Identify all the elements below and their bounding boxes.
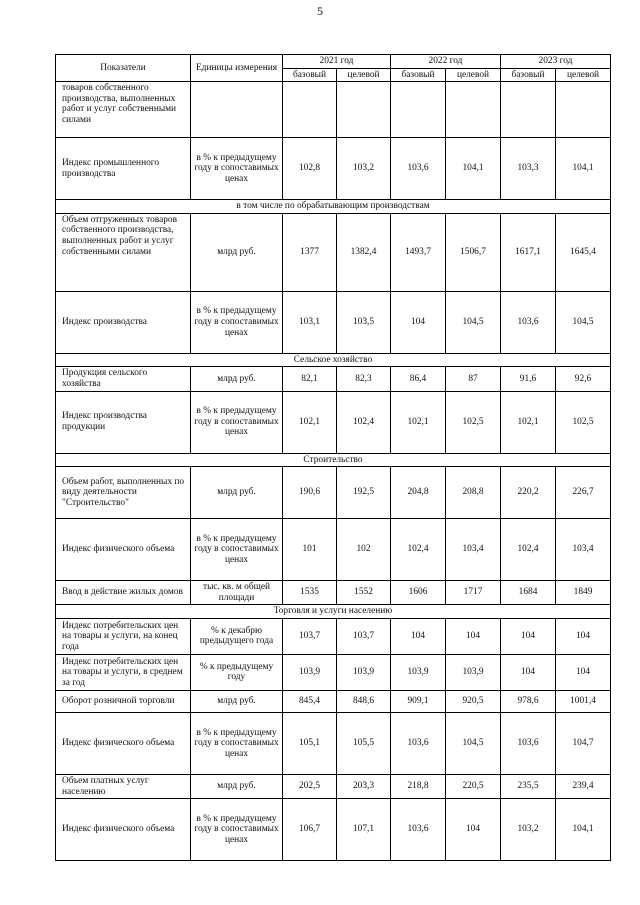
value-cell: 103,9 xyxy=(337,654,391,690)
table-row xyxy=(56,138,611,200)
section-title: Строительство xyxy=(56,453,611,467)
value-cell: 1535 xyxy=(283,581,337,605)
value-cell: 103,7 xyxy=(283,618,337,654)
indicator-cell: Ввод в действие жилых домов xyxy=(56,581,191,605)
indicator-cell: Объем платных услуг населению xyxy=(56,774,191,798)
value-cell: 103,6 xyxy=(391,712,446,774)
header-scenario: целевой xyxy=(337,68,391,82)
value-cell: 104 xyxy=(556,618,611,654)
value-cell: 105,1 xyxy=(283,712,337,774)
header-year: 2023 год xyxy=(501,55,611,69)
value-cell xyxy=(446,82,501,138)
unit-cell: в % к предыдущему году в сопоставимых ценах xyxy=(191,138,283,200)
indicator-cell: Индекс физического объема xyxy=(56,519,191,581)
unit-cell: млрд руб. xyxy=(191,467,283,519)
subsection-title: в том числе по обрабатывающим производствам xyxy=(56,200,611,214)
value-cell: 190,6 xyxy=(283,467,337,519)
table-body xyxy=(56,82,611,861)
table-row xyxy=(56,654,611,690)
value-cell: 103,9 xyxy=(283,654,337,690)
value-cell: 235,5 xyxy=(501,774,556,798)
unit-cell: % к декабрю предыдущего года xyxy=(191,618,283,654)
value-cell: 104 xyxy=(556,654,611,690)
value-cell: 104 xyxy=(391,291,446,353)
unit-cell: в % к предыдущему году в сопоставимых ценах xyxy=(191,519,283,581)
value-cell: 192,5 xyxy=(337,467,391,519)
value-cell: 102,1 xyxy=(391,391,446,453)
value-cell: 1382,4 xyxy=(337,213,391,291)
value-cell: 103,7 xyxy=(337,618,391,654)
value-cell: 103,2 xyxy=(337,138,391,200)
unit-cell: млрд руб. xyxy=(191,367,283,391)
table-row xyxy=(56,581,611,605)
value-cell: 104 xyxy=(501,654,556,690)
indicator-cell: Продукция сельского хозяйства xyxy=(56,367,191,391)
header-year: 2021 год xyxy=(283,55,391,69)
value-cell: 104 xyxy=(446,618,501,654)
unit-cell xyxy=(191,82,283,138)
section-title: Торговля и услуги населению xyxy=(56,605,611,619)
header-scenario: базовый xyxy=(283,68,337,82)
value-cell: 103,6 xyxy=(391,138,446,200)
value-cell: 102,4 xyxy=(391,519,446,581)
value-cell: 208,8 xyxy=(446,467,501,519)
value-cell: 104,7 xyxy=(556,712,611,774)
value-cell: 103,4 xyxy=(446,519,501,581)
table-row xyxy=(56,618,611,654)
value-cell: 104,1 xyxy=(556,799,611,861)
unit-cell: тыс. кв. м общей площади xyxy=(191,581,283,605)
value-cell: 82,3 xyxy=(337,367,391,391)
value-cell: 1645,4 xyxy=(556,213,611,291)
value-cell: 226,7 xyxy=(556,467,611,519)
value-cell: 102,5 xyxy=(556,391,611,453)
forecast-table xyxy=(55,54,611,861)
value-cell: 103,3 xyxy=(501,138,556,200)
unit-cell: в % к предыдущему году в сопоставимых ценах xyxy=(191,291,283,353)
value-cell: 102,4 xyxy=(337,391,391,453)
indicator-cell: Индекс физического объема xyxy=(56,799,191,861)
indicator-cell: Оборот розничной торговли xyxy=(56,690,191,712)
value-cell: 104 xyxy=(501,618,556,654)
value-cell xyxy=(391,82,446,138)
indicator-cell: Индекс промышленного производства xyxy=(56,138,191,200)
value-cell: 104,5 xyxy=(446,712,501,774)
unit-cell: в % к предыдущему году в сопоставимых ценах xyxy=(191,712,283,774)
value-cell: 92,6 xyxy=(556,367,611,391)
unit-cell: млрд руб. xyxy=(191,690,283,712)
indicator-cell: Индекс потребительских цен на товары и услуги, на конец года xyxy=(56,618,191,654)
unit-cell: в % к предыдущему году в сопоставимых ценах xyxy=(191,391,283,453)
unit-cell: млрд руб. xyxy=(191,774,283,798)
table-row xyxy=(56,82,611,138)
page-number: 5 xyxy=(317,4,323,18)
value-cell: 91,6 xyxy=(501,367,556,391)
value-cell: 103,2 xyxy=(501,799,556,861)
value-cell: 106,7 xyxy=(283,799,337,861)
value-cell: 1606 xyxy=(391,581,446,605)
value-cell: 1506,7 xyxy=(446,213,501,291)
value-cell: 102,1 xyxy=(283,391,337,453)
table-row xyxy=(56,690,611,712)
value-cell: 239,4 xyxy=(556,774,611,798)
value-cell: 104 xyxy=(391,618,446,654)
value-cell: 920,5 xyxy=(446,690,501,712)
value-cell: 204,8 xyxy=(391,467,446,519)
unit-cell: в % к предыдущему году в сопоставимых ценах xyxy=(191,799,283,861)
value-cell: 103,6 xyxy=(501,712,556,774)
value-cell xyxy=(337,82,391,138)
value-cell: 87 xyxy=(446,367,501,391)
table-row xyxy=(56,391,611,453)
value-cell: 107,1 xyxy=(337,799,391,861)
indicator-cell: Индекс производства продукции xyxy=(56,391,191,453)
header-units: Единицы измерения xyxy=(191,55,283,82)
table-row xyxy=(56,467,611,519)
value-cell: 102,4 xyxy=(501,519,556,581)
value-cell: 104,5 xyxy=(446,291,501,353)
value-cell: 103,4 xyxy=(556,519,611,581)
value-cell: 101 xyxy=(283,519,337,581)
value-cell xyxy=(283,82,337,138)
value-cell: 1717 xyxy=(446,581,501,605)
value-cell: 978,6 xyxy=(501,690,556,712)
value-cell: 202,5 xyxy=(283,774,337,798)
header-year: 2022 год xyxy=(391,55,501,69)
section-row xyxy=(56,453,611,467)
indicator-cell: Индекс производства xyxy=(56,291,191,353)
value-cell: 104 xyxy=(446,799,501,861)
header-indicators: Показатели xyxy=(56,55,191,82)
value-cell: 104,1 xyxy=(446,138,501,200)
value-cell: 102,5 xyxy=(446,391,501,453)
table-row xyxy=(56,519,611,581)
value-cell: 1684 xyxy=(501,581,556,605)
value-cell: 103,6 xyxy=(501,291,556,353)
value-cell: 103,5 xyxy=(337,291,391,353)
table-row xyxy=(56,291,611,353)
value-cell: 1617,1 xyxy=(501,213,556,291)
value-cell: 86,4 xyxy=(391,367,446,391)
value-cell: 848,6 xyxy=(337,690,391,712)
table-row xyxy=(56,774,611,798)
value-cell: 103,9 xyxy=(391,654,446,690)
indicator-cell: Объем отгруженных товаров собственного производства, выполненных работ и услуг собственными силами xyxy=(56,213,191,291)
unit-cell: млрд руб. xyxy=(191,213,283,291)
header-scenario: целевой xyxy=(446,68,501,82)
header-scenario: целевой xyxy=(556,68,611,82)
value-cell: 218,8 xyxy=(391,774,446,798)
value-cell: 102,1 xyxy=(501,391,556,453)
header-scenario: базовый xyxy=(501,68,556,82)
table-row xyxy=(56,213,611,291)
value-cell: 1001,4 xyxy=(556,690,611,712)
value-cell: 104,1 xyxy=(556,138,611,200)
value-cell: 909,1 xyxy=(391,690,446,712)
indicator-cell: Индекс физического объема xyxy=(56,712,191,774)
value-cell: 203,3 xyxy=(337,774,391,798)
value-cell: 102,8 xyxy=(283,138,337,200)
value-cell xyxy=(501,82,556,138)
unit-cell: % к предыдущему году xyxy=(191,654,283,690)
value-cell: 220,2 xyxy=(501,467,556,519)
value-cell xyxy=(556,82,611,138)
value-cell: 103,6 xyxy=(391,799,446,861)
indicator-cell: Индекс потребительских цен на товары и услуги, в среднем за год xyxy=(56,654,191,690)
subsection-row xyxy=(56,200,611,214)
value-cell: 102 xyxy=(337,519,391,581)
section-title: Сельское хозяйство xyxy=(56,353,611,367)
value-cell: 103,9 xyxy=(446,654,501,690)
value-cell: 82,1 xyxy=(283,367,337,391)
table-row xyxy=(56,367,611,391)
indicator-cell: Объем работ, выполненных по виду деятельности "Строительство" xyxy=(56,467,191,519)
value-cell: 845,4 xyxy=(283,690,337,712)
value-cell: 105,5 xyxy=(337,712,391,774)
section-row xyxy=(56,605,611,619)
value-cell: 1849 xyxy=(556,581,611,605)
value-cell: 1493,7 xyxy=(391,213,446,291)
value-cell: 104,5 xyxy=(556,291,611,353)
section-row xyxy=(56,353,611,367)
value-cell: 1552 xyxy=(337,581,391,605)
table-row xyxy=(56,712,611,774)
value-cell: 1377 xyxy=(283,213,337,291)
value-cell: 220,5 xyxy=(446,774,501,798)
table-row xyxy=(56,799,611,861)
value-cell: 103,1 xyxy=(283,291,337,353)
header-scenario: базовый xyxy=(391,68,446,82)
indicator-cell: товаров собственного производства, выполненных работ и услуг собственными силами xyxy=(56,82,191,138)
